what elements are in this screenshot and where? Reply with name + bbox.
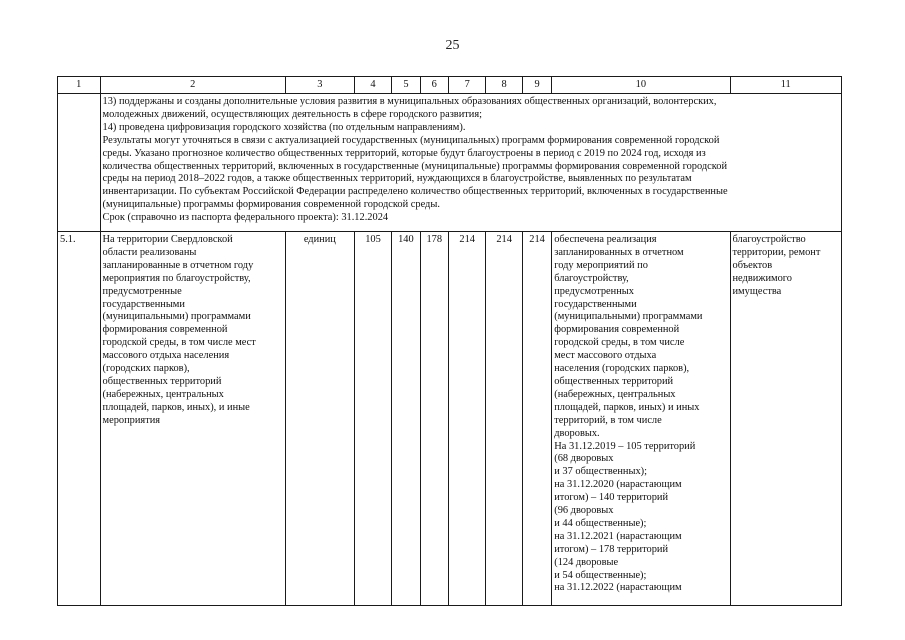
indicator-row (58, 232, 842, 606)
result-line: (124 дворовые (554, 556, 619, 568)
characteristic-line: объектов (732, 259, 773, 271)
column-number: 3 (285, 77, 354, 94)
description-line: мероприятия по благоустройству, (102, 272, 251, 284)
result-description (552, 232, 730, 606)
result-line: обеспечена реализация (554, 234, 657, 245)
intro-line: среды. Указано прогнозное количество общественных территорий, которые будут благоустроены в период с 2019 по 2024 год, исходя из (102, 147, 706, 159)
intro-line: 13) поддержаны и созданы дополнительные условия развития в муниципальных образованиях общественных организаций, волонтерских, (102, 96, 717, 107)
unit-cell: единиц (285, 232, 354, 606)
characteristic-line: недвижимого (732, 272, 792, 284)
description-line: (городских парков), (102, 363, 190, 375)
result-line: городской среды, в том числе (554, 337, 685, 349)
result-line: на 31.12.2022 (нарастающим (554, 582, 682, 594)
description-line: области реализованы (102, 246, 197, 258)
result-line: (набережных, центральных (554, 388, 676, 400)
column-number: 1 (58, 77, 101, 94)
column-number: 11 (730, 77, 842, 94)
description-line: городской среды, в том числе мест (102, 337, 256, 349)
value-2021: 178 (420, 232, 448, 606)
result-line: итогом) – 178 территорий (554, 543, 669, 555)
intro-line: 14) проведена цифровизация городского хозяйства (по отдельным направлениям). (102, 121, 466, 133)
value-2022: 214 (448, 232, 485, 606)
page-number: 25 (445, 38, 460, 53)
indicator-description (100, 232, 285, 606)
description-line: запланированные в отчетном году (102, 259, 254, 271)
value-2020: 140 (392, 232, 420, 606)
intro-line: молодежных движений, осуществляющих деятельность в сфере городского развития; (102, 108, 483, 120)
result-line: дворовых. (554, 427, 600, 439)
result-line: благоустройству, (554, 272, 629, 284)
result-line: и 54 общественные); (554, 569, 647, 581)
description-line: государственными (102, 298, 185, 310)
intro-line: инвентаризации. По субъектам Российской Федерации распределено количество общественных территорий, включенных в государственные (102, 186, 728, 198)
column-number: 9 (522, 77, 551, 94)
column-number: 7 (448, 77, 485, 94)
intro-line: количества общественных территорий, включенных в государственные (муниципальные) программы формирования современной городской (102, 160, 728, 172)
intro-line: среды на период 2018–2022 годов, а также общественных территорий, нуждающихся в благоустройстве, выявленных по результатам (102, 173, 692, 185)
result-line: населения (городских парков), (554, 363, 690, 375)
result-line: (68 дворовых (554, 453, 614, 465)
result-line: общественных территорий (554, 375, 674, 387)
result-line: государственными (554, 298, 637, 310)
result-line: на 31.12.2021 (нарастающим (554, 530, 682, 542)
intro-line: Срок (справочно из паспорта федерального проекта): 31.12.2024 (102, 212, 389, 224)
result-line: мест массового отдыха (554, 350, 657, 362)
result-line: и 37 общественных); (554, 466, 647, 478)
result-line: формирования современной (554, 324, 680, 336)
intro-line: (муниципальные) программы формирования современной городской среды. (102, 199, 440, 211)
program-table (57, 76, 842, 606)
column-number: 5 (392, 77, 420, 94)
intro-line: Результаты могут уточняться в связи с актуализацией государственных (муниципальных) программ формирования современной городской (102, 134, 720, 146)
characteristic-line: имущества (732, 285, 782, 297)
result-line: предусмотренных (554, 285, 634, 297)
result-line: запланированных в отчетном (554, 246, 684, 258)
column-number: 6 (420, 77, 448, 94)
value-2019: 105 (354, 232, 391, 606)
description-line: На территории Свердловской (102, 234, 233, 245)
intro-text-cell (100, 94, 841, 232)
value-2024: 214 (522, 232, 551, 606)
result-line: и 44 общественные); (554, 517, 647, 529)
intro-row (58, 94, 842, 232)
description-line: предусмотренные (102, 285, 182, 297)
result-line: итогом) – 140 территорий (554, 492, 669, 504)
result-line: (96 дворовых (554, 505, 614, 517)
column-number-row (58, 77, 842, 94)
description-line: массового отдыха населения (102, 350, 230, 362)
result-line: площадей, парков, иных) и иных (554, 401, 700, 413)
row-number: 5.1. (58, 232, 101, 606)
result-line: (муниципальными) программами (554, 311, 703, 323)
intro-empty-cell (58, 94, 101, 232)
description-line: мероприятия (102, 414, 161, 426)
description-line: (муниципальными) программами (102, 311, 251, 323)
result-line: На 31.12.2019 – 105 территорий (554, 440, 696, 452)
characteristic-line: территории, ремонт (732, 246, 821, 258)
column-number: 8 (486, 77, 522, 94)
result-line: территорий, в том числе (554, 414, 662, 426)
characteristic-line: благоустройство (732, 234, 806, 245)
result-line: году мероприятий по (554, 259, 648, 271)
column-number: 10 (552, 77, 730, 94)
description-line: общественных территорий (102, 375, 222, 387)
column-number: 4 (354, 77, 391, 94)
characteristic-cell (730, 232, 842, 606)
column-number: 2 (100, 77, 285, 94)
result-line: на 31.12.2020 (нарастающим (554, 479, 682, 491)
value-2023: 214 (486, 232, 522, 606)
description-line: (набережных, центральных (102, 388, 224, 400)
description-line: формирования современной (102, 324, 228, 336)
description-line: площадей, парков, иных), и иные (102, 401, 250, 413)
